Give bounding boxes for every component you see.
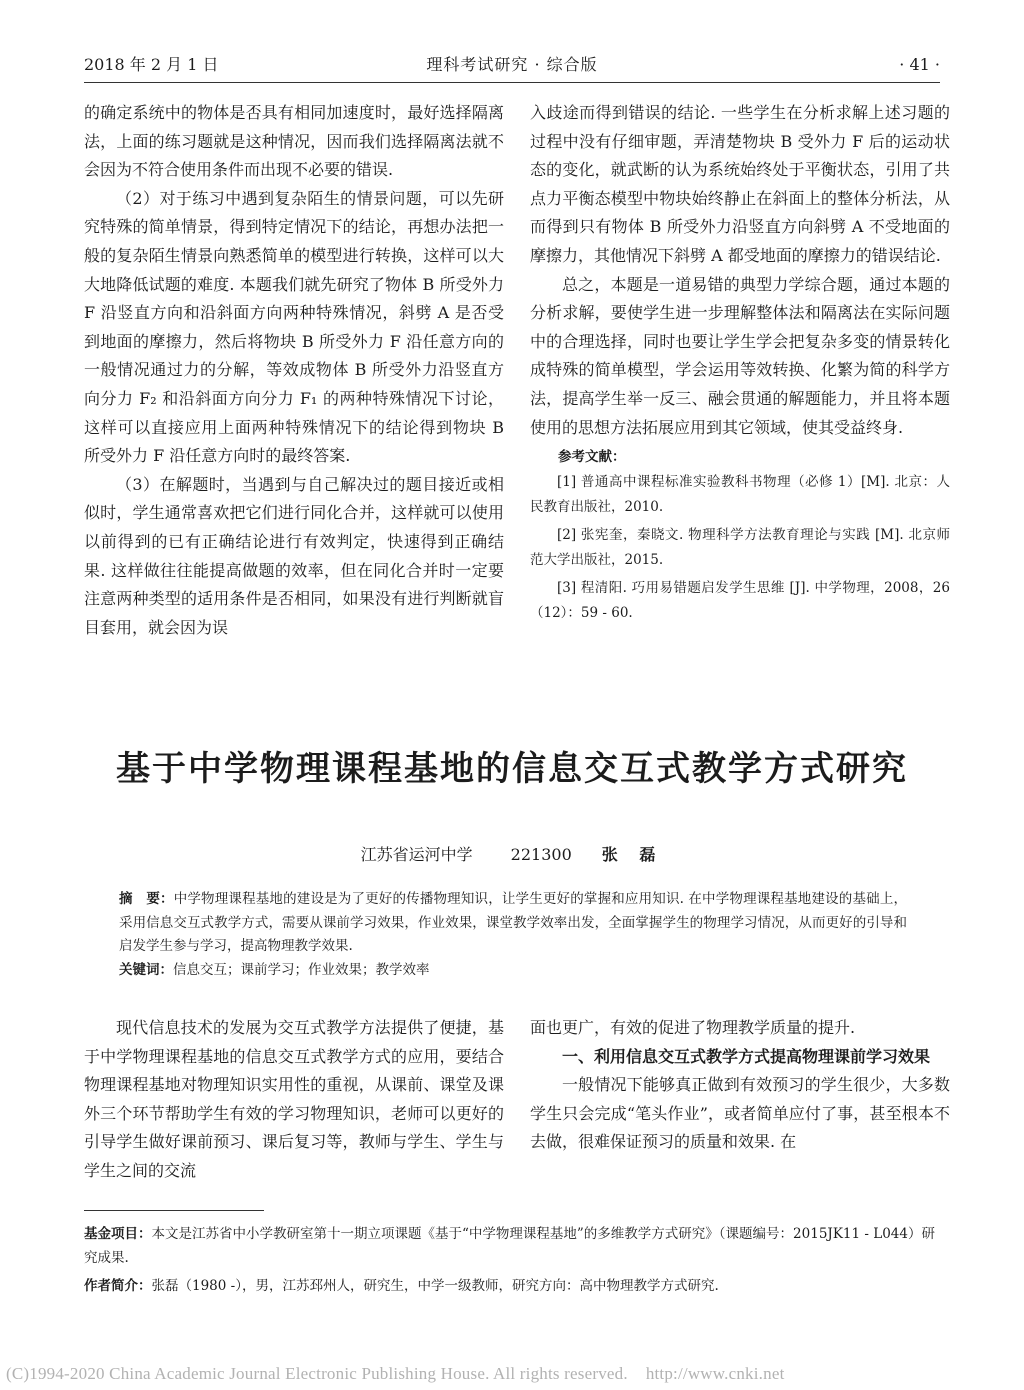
fund-label: 基金项目： (84, 1226, 152, 1242)
references-heading: 参考文献： (558, 449, 626, 466)
footnotes (84, 1222, 940, 1298)
paragraph: 面也更广，有效的促进了物理教学质量的提升. (530, 1018, 856, 1037)
reference-item: [3] 程清阳. 巧用易错题启发学生思维 [J]. 中学物理，2008，26（12）：59 - 60. (530, 580, 950, 621)
paragraph: （2）对于练习中遇到复杂陌生的情景问题，可以先研究特殊的简单情景，得到特定情况下的结论，再想办法把一般的复杂陌生情景向熟悉简单的模型进行转换，这样可以大大地降低试题的难度. 本题我们就先研究了物体 B 所受外力 F 沿竖直方向和沿斜面方向两种特殊情况，斜劈 A 是否受到地面的摩擦力，然后将物块 B 所受外力 F 沿任意方向的一般情况通过力的分解，等效成物体 B 所受外力沿竖直方向分力 F₂ 和沿斜面方向分力 F₁ 的两种特殊情况下讨论，这样可以直接应用上面两种特殊情况下的结论得到物块 B 所受外力 F 沿任意方向时的最终答案. (84, 188, 504, 466)
abstract-label: 摘 要： (119, 891, 174, 907)
author-affiliation (0, 843, 1024, 867)
copyright-text: (C)1994-2020 China Academic Journal Electronic Publishing House. All rights reserved. (6, 1364, 628, 1383)
left-column-top (84, 99, 504, 642)
bio-text: 张磊（1980 -），男，江苏邳州人，研究生，中学一级教师，研究方向：高中物理教学方式研究. (151, 1278, 719, 1294)
paragraph: 一般情况下能够真正做到有效预习的学生很少，大多数学生只会完成“笔头作业”，或者简单应付了事，甚至根本不去做，很难保证预习的质量和效果. 在 (530, 1075, 950, 1152)
article-title: 基于中学物理课程基地的信息交互式教学方式研究 (116, 749, 908, 789)
copyright-watermark (6, 1364, 1018, 1384)
running-header (84, 52, 940, 78)
right-column-body (530, 1014, 950, 1157)
footnote-rule (84, 1210, 264, 1211)
affiliation-name: 江苏省运河中学 (360, 845, 473, 864)
section-heading: 一、利用信息交互式教学方式提高物理课前学习效果 (562, 1046, 931, 1066)
abstract-block (119, 888, 907, 982)
keywords (119, 959, 907, 983)
author-name: 张 磊 (601, 845, 664, 864)
abstract-text: 中学物理课程基地的建设是为了更好的传播物理知识，让学生更好的掌握和应用知识. 在中学物理课程基地建设的基础上，采用信息交互式教学方式，需要从课前学习效果，作业效果，课堂教学效率出发，全面掌握学生的物理学习情况，从而更好的引导和启发学生参与学习，提高物理教学效果. (119, 891, 907, 954)
paragraph: 的确定系统中的物体是否具有相同加速度时，最好选择隔离法，上面的练习题就是这种情况，因而我们选择隔离法就不会因为不符合使用条件而出现不必要的错误. (84, 103, 504, 180)
right-column-top (530, 99, 950, 625)
left-column-body (84, 1014, 504, 1186)
issue-date: 2018 年 2 月 1 日 (84, 55, 219, 74)
copyright-url: http://www.cnki.net (645, 1364, 785, 1383)
keywords-label: 关键词： (119, 961, 173, 978)
fund-text: 本文是江苏省中小学教研室第十一期立项课题《基于“中学物理课程基地”的多维教学方式研究》（课题编号：2015JK11 - L044）研究成果. (84, 1226, 935, 1266)
keywords-text: 信息交互；课前学习；作业效果；教学效率 (173, 961, 430, 978)
fund-note (84, 1222, 940, 1270)
postcode: 221300 (510, 845, 572, 864)
paragraph: （3）在解题时，当遇到与自己解决过的题目接近或相似时，学生通常喜欢把它们进行同化合并，这样就可以使用以前得到的已有正确结论进行有效判定，快速得到正确结果. 这样做往往能提高做题的效率，但在同化合并时一定要注意两种类型的适用条件是否相同，如果没有进行判断就盲目套用，就会因为误 (84, 474, 504, 637)
author-bio (84, 1274, 940, 1298)
page-number: · 41 · (899, 55, 940, 74)
reference-item: [1] 普通高中课程标准实验教科书物理（必修 1）[M]. 北京：人民教育出版社，2010. (530, 474, 950, 515)
abstract (119, 888, 907, 959)
bio-label: 作者简介： (84, 1278, 152, 1294)
paragraph: 入歧途而得到错误的结论. 一些学生在分析求解上述习题的过程中没有仔细审题，弄清楚物块 B 受外力 F 后的运动状态的变化，就武断的认为系统始终处于平衡状态，引用了共点力平衡态模型中物块始终静止在斜面上的整体分析法，从而得到只有物体 B 所受外力沿竖直方向斜劈 A 不受地面的摩擦力，其他情况下斜劈 A 都受地面的摩擦力的错误结论. (530, 103, 950, 265)
header-rule (84, 82, 940, 83)
paragraph: 现代信息技术的发展为交互式教学方法提供了便捷，基于中学物理课程基地的信息交互式教学方式的应用，要结合物理课程基地对物理知识实用性的重视，从课前、课堂及课外三个环节帮助学生有效的学习物理知识，老师可以更好的引导学生做好课前预习、课后复习等，教师与学生、学生与学生之间的交流 (84, 1018, 504, 1180)
reference-item: [2] 张宪奎，秦晓文. 物理科学方法教育理论与实践 [M]. 北京师范大学出版社，2015. (530, 527, 950, 568)
journal-name: 理科考试研究 · 综合版 (426, 55, 598, 74)
paragraph: 总之，本题是一道易错的典型力学综合题，通过本题的分析求解，要使学生进一步理解整体法和隔离法在实际问题中的合理选择，同时也要让学生学会把复杂多变的情景转化成特殊的简单模型，学会运用等效转换、化繁为简的科学方法，提高学生举一反三、融会贯通的解题能力，并且将本题使用的思想方法拓展应用到其它领域，使其受益终身. (530, 274, 950, 437)
